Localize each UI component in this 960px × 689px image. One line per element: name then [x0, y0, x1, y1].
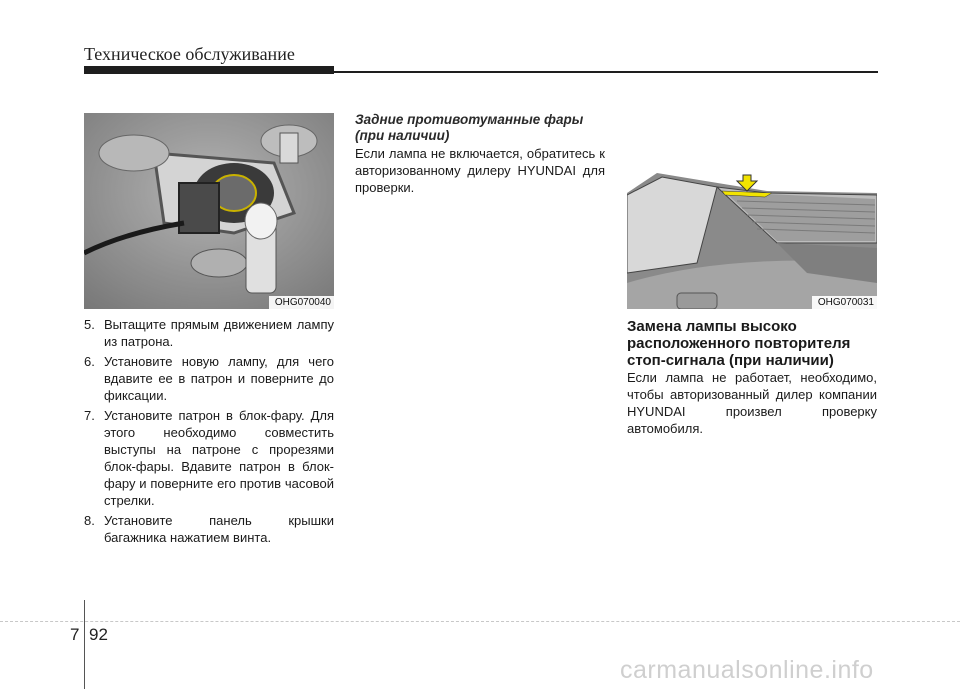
fog-lamp-heading: Задние противотуманные фары (при наличии) — [355, 112, 584, 143]
car-rear-figure — [627, 113, 877, 309]
instruction-steps — [84, 316, 334, 549]
step-number: 5. — [84, 317, 95, 332]
step-text: Установите патрон в блок-фару. Для этого необходимо совместить выступы на патроне с прорезями блок-фары. Вдавите патрон в блок-фару и поверните его против часовой стрелки. — [104, 408, 334, 508]
bulb-socket-illustration — [84, 113, 334, 309]
list-item — [84, 512, 334, 546]
car-rear-illustration — [627, 113, 877, 309]
header-rule — [334, 71, 878, 73]
page-number: 92 — [89, 625, 108, 644]
footer-divider — [84, 600, 85, 689]
header-bar — [84, 66, 334, 74]
step-text: Установите новую лампу, для чего вдавите ее в патрон и поверните до фиксации. — [104, 354, 334, 403]
step-number: 6. — [84, 354, 95, 369]
list-item — [84, 353, 334, 404]
step-text: Установите панель крышки багажника нажатием винта. — [104, 513, 334, 545]
figure-caption: OHG070031 — [812, 296, 877, 309]
bulb-socket-figure — [84, 113, 334, 309]
step-text: Вытащите прямым движением лампу из патрона. — [104, 317, 334, 349]
list-item — [84, 407, 334, 509]
step-number: 7. — [84, 408, 95, 423]
list-item — [84, 316, 334, 350]
brake-light-heading: Замена лампы высоко расположенного повторителя стоп-сигнала (при наличии) — [627, 318, 851, 369]
chapter-number: 7 — [70, 625, 80, 644]
brake-light-text: Если лампа не работает, необходимо, чтобы авторизованный дилер компании HYUNDAI произвел проверку автомобиля. — [627, 370, 877, 436]
watermark: carmanualsonline.info — [620, 656, 874, 684]
footer-rule — [0, 621, 960, 622]
section-title: Техническое обслуживание — [84, 44, 295, 64]
step-number: 8. — [84, 513, 95, 528]
figure-caption: OHG070040 — [269, 296, 334, 309]
fog-lamp-text: Если лампа не включается, обратитесь к авторизованному дилеру HYUNDAI для проверки. — [355, 146, 605, 195]
